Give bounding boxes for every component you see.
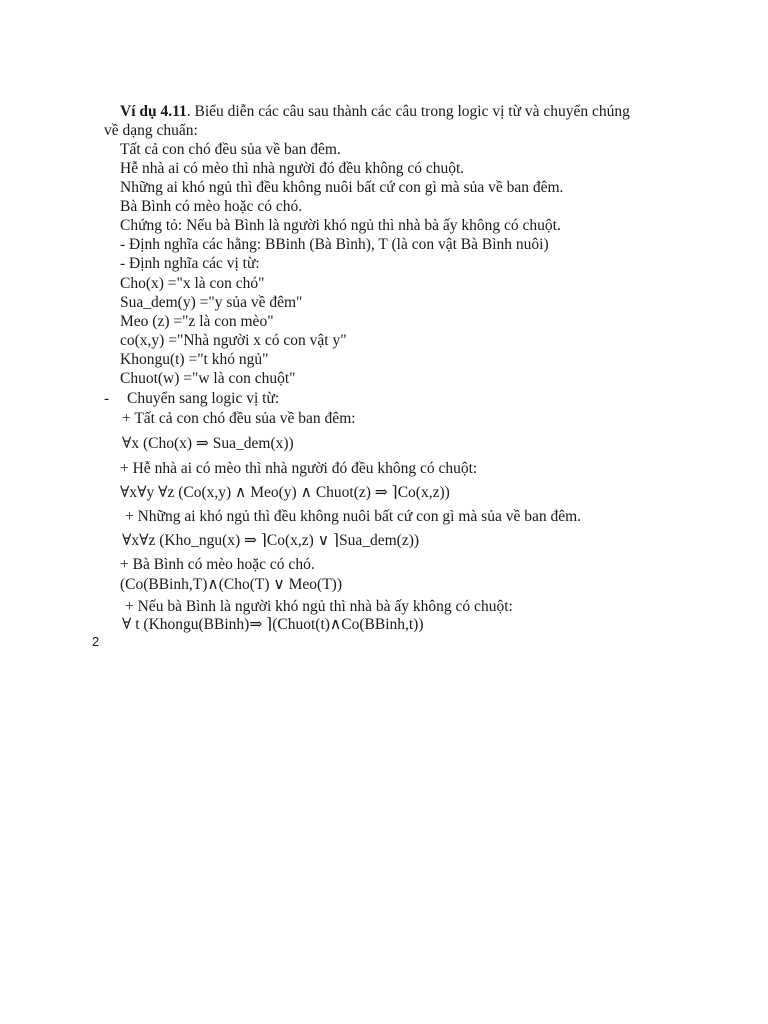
example-label: Ví dụ 4.11 bbox=[120, 103, 187, 120]
formula-line: ∀ t (Khongu(BBinh)⇒ ⌉(Chuot(t)∧Co(BBinh,t)) bbox=[122, 616, 424, 633]
sentence-4: Bà Bình có mèo hoặc có chó. bbox=[120, 198, 303, 215]
sentence-5: Chứng tỏ: Nếu bà Bình là người khó ngủ thì nhà bà ấy không có chuột. bbox=[120, 217, 561, 234]
formula-line: (Co(BBinh,T)∧(Cho(T) ∨ Meo(T)) bbox=[120, 576, 342, 593]
formula-line: ∀x (Cho(x) ⇒ Sua_dem(x)) bbox=[122, 435, 294, 452]
sentence-1: Tất cả con chó đều sủa về ban đêm. bbox=[120, 141, 341, 158]
predicate-line: co(x,y) ="Nhà người x có con vật y" bbox=[120, 332, 347, 349]
example-heading-text: . Biểu diễn các câu sau thành các câu trong logic vị từ và chuyển chúng bbox=[186, 103, 630, 120]
convert-bullet: - bbox=[104, 390, 110, 407]
statement-line: + Bà Bình có mèo hoặc có chó. bbox=[120, 556, 315, 573]
predicate-line: Cho(x) ="x là con chó" bbox=[120, 275, 265, 292]
example-heading-continuation: về dạng chuẩn: bbox=[104, 122, 198, 139]
constants-definition: - Định nghĩa các hằng: BBinh (Bà Bình), T (là con vật Bà Bình nuôi) bbox=[120, 236, 549, 253]
sentence-2: Hễ nhà ai có mèo thì nhà người đó đều không có chuột. bbox=[120, 160, 465, 177]
convert-title: Chuyển sang logic vị từ: bbox=[127, 390, 280, 407]
example-heading bbox=[120, 102, 630, 122]
formula-line: ∀x∀y ∀z (Co(x,y) ∧ Meo(y) ∧ Chuot(z) ⇒ ⌉Co(x,z)) bbox=[120, 484, 450, 501]
page-number: 2 bbox=[92, 634, 100, 649]
formula-line: ∀x∀z (Kho_ngu(x) ⇒ ⌉Co(x,z) ∨ ⌉Sua_dem(z)) bbox=[122, 532, 420, 549]
sentence-3: Những ai khó ngủ thì đều không nuôi bất cứ con gì mà sủa về ban đêm. bbox=[120, 179, 564, 196]
predicate-line: Meo (z) ="z là con mèo" bbox=[120, 313, 274, 330]
statement-line: + Hễ nhà ai có mèo thì nhà người đó đều không có chuột: bbox=[120, 460, 478, 477]
predicate-line: Chuot(w) ="w là con chuột" bbox=[120, 370, 296, 387]
predicate-line: Sua_dem(y) ="y sủa về đêm" bbox=[120, 294, 303, 311]
statement-line: + Nếu bà Bình là người khó ngủ thì nhà bà ấy không có chuột: bbox=[125, 598, 513, 615]
predicate-line: Khongu(t) ="t khó ngủ" bbox=[120, 351, 269, 368]
statement-line: + Những ai khó ngủ thì đều không nuôi bất cứ con gì mà sủa về ban đêm. bbox=[125, 508, 582, 525]
statement-line: + Tất cả con chó đều sủa về ban đêm: bbox=[122, 410, 356, 427]
predicates-definition: - Định nghĩa các vị từ: bbox=[120, 255, 260, 272]
